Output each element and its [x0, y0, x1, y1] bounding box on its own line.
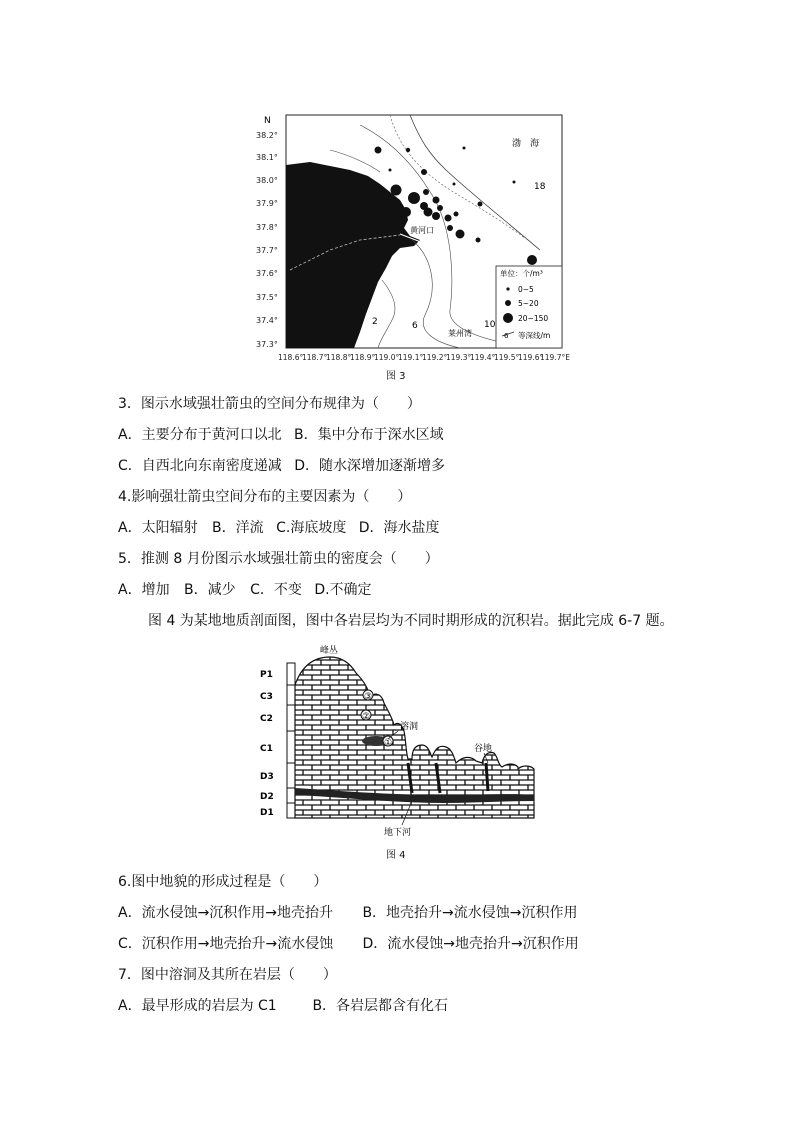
lat-label: 38.2°: [256, 131, 278, 140]
question-6-options-cd: [118, 934, 579, 954]
figure-4-caption: 图 4: [386, 850, 406, 861]
sample-point: [421, 169, 427, 175]
option-c: C．沉积作用→地壳抬升→流水侵蚀: [118, 936, 334, 952]
sea-label: 渤 海: [512, 139, 540, 149]
layer-label: D3: [260, 772, 274, 782]
marker-label: ②: [362, 712, 371, 722]
option-c: C．自西北向东南密度递减: [118, 458, 282, 474]
layer-scale: [287, 663, 295, 818]
lon-label: 119.1°: [398, 353, 424, 362]
option-d: D．流水侵蚀→地壳抬升→沉积作用: [362, 936, 579, 952]
marker-label: ①: [384, 738, 393, 748]
question-4-stem: 4.影响强壮箭虫空间分布的主要因素为（ ）: [118, 489, 412, 505]
latitude-labels: [256, 131, 278, 349]
sample-point: [433, 197, 440, 204]
lon-label: 118.6°: [278, 353, 304, 362]
question-3-options-cd: [118, 456, 445, 476]
sample-point: [423, 189, 429, 195]
sample-point: [437, 205, 443, 211]
depth-label: 10: [484, 320, 496, 330]
bay-label: 莱州湾: [448, 329, 472, 338]
sample-point: [463, 147, 466, 150]
legend-item: 5~20: [518, 299, 539, 308]
option-d: D.不确定: [314, 582, 372, 598]
question-3-options-ab: [118, 425, 444, 445]
sample-point: [389, 169, 392, 172]
map-legend: [496, 266, 562, 348]
option-d: D．随水深增加逐渐增多: [294, 458, 446, 474]
question-7-stem: 7．图中溶洞及其所在岩层（ ）: [118, 967, 337, 983]
lat-label: 38.1°: [256, 153, 278, 162]
lat-label: 37.8°: [256, 223, 278, 232]
sample-point: [476, 238, 481, 243]
sample-point: [391, 185, 402, 196]
lon-label: 119.5°: [494, 353, 520, 362]
option-b: B．各岩层都含有化石: [312, 998, 449, 1014]
question-4-options: [118, 518, 440, 538]
question-5-options: [118, 580, 372, 600]
lat-label: 37.7°: [256, 246, 278, 255]
lat-label: 37.5°: [256, 293, 278, 302]
layer-label: C1: [260, 744, 273, 754]
layer-label: C2: [260, 714, 273, 724]
sample-point: [527, 255, 537, 265]
intro-paragraph: 图 4 为某地地质剖面图，图中各岩层均为不同时期形成的沉积岩。据此完成 6-7 题。: [148, 613, 674, 629]
option-b: B．减少: [184, 582, 236, 598]
option-a: A．太阳辐射: [118, 520, 198, 536]
lon-label: 119.6°: [518, 353, 544, 362]
figure-3-caption: 图 3: [386, 371, 406, 382]
cave-label: 溶洞: [400, 722, 419, 732]
lon-label: 118.7°: [302, 353, 328, 362]
sample-point: [408, 192, 420, 204]
option-b: B．集中分布于深水区域: [294, 427, 444, 443]
sample-point: [456, 230, 465, 239]
question-3-stem: 3．图示水域强壮箭虫的空间分布规律为（ ）: [118, 396, 421, 412]
option-a: A．主要分布于黄河口以北: [118, 427, 282, 443]
sample-point: [445, 215, 452, 222]
sample-point: [454, 212, 459, 217]
question-6-stem: 6.图中地貌的形成过程是（ ）: [118, 874, 328, 890]
depth-label: 2: [372, 317, 378, 327]
layer-label: D2: [260, 792, 274, 802]
layer-label: D1: [260, 808, 274, 818]
depth-label: 6: [412, 321, 418, 331]
lat-label: 38.0°: [256, 176, 278, 185]
sample-point: [432, 212, 440, 220]
layer-label: C3: [260, 692, 273, 702]
sample-point: [424, 208, 433, 217]
legend-dot-large: [503, 313, 513, 323]
marker-label: ③: [364, 692, 373, 702]
sample-point: [478, 202, 483, 207]
lon-label: 119.7°E: [540, 353, 570, 362]
legend-item: 0~5: [518, 285, 534, 294]
sample-point: [375, 147, 382, 154]
option-a: A．增加: [118, 582, 170, 598]
lon-label: 119.3°: [446, 353, 472, 362]
sample-point: [447, 225, 453, 231]
lon-label: 118.8°: [326, 353, 352, 362]
option-a: A．最早形成的岩层为 C1: [118, 998, 277, 1014]
legend-isobath-num: 6: [504, 332, 509, 340]
peak-cluster-label: 峰丛: [320, 646, 339, 656]
lat-label: 37.6°: [256, 269, 278, 278]
figure-4-profile: [252, 645, 542, 840]
option-d: D．海水盐度: [358, 520, 440, 536]
river-mouth-label: 黄河口: [410, 226, 434, 235]
north-label: N: [264, 116, 271, 126]
lat-label: 37.3°: [256, 340, 278, 349]
option-c: C．不变: [250, 582, 302, 598]
valley-label: 谷地: [474, 744, 493, 754]
option-c: C.海底坡度: [276, 520, 347, 536]
depth-label: 18: [534, 182, 546, 192]
legend-dot-medium: [505, 300, 511, 306]
option-b: B．洋流: [212, 520, 264, 536]
legend-item: 20~150: [518, 314, 549, 323]
sample-point: [401, 207, 411, 217]
legend-dot-small: [506, 287, 509, 290]
sample-point: [513, 181, 516, 184]
legend-title: 单位：个/m³: [500, 269, 543, 278]
underground-river-label: 地下河: [384, 828, 412, 838]
layer-label: P1: [260, 670, 273, 680]
option-b: B．地壳抬升→流水侵蚀→沉积作用: [362, 905, 578, 921]
layer-labels: [260, 670, 274, 818]
figure-3-map: [250, 110, 580, 365]
lon-label: 119.2°: [422, 353, 448, 362]
question-6-options-ab: [118, 903, 578, 923]
lat-label: 37.4°: [256, 316, 278, 325]
question-5-stem: 5．推测 8 月份图示水域强壮箭虫的密度会（ ）: [118, 551, 439, 567]
question-7-options-ab: [118, 996, 448, 1016]
sample-point: [406, 148, 410, 152]
lon-label: 119.4°: [470, 353, 496, 362]
option-a: A．流水侵蚀→沉积作用→地壳抬升: [118, 905, 334, 921]
lon-label: 119.0°: [374, 353, 400, 362]
legend-isobath-label: 等深线/m: [518, 331, 551, 340]
lon-label: 118.9°: [350, 353, 376, 362]
sample-point: [453, 183, 456, 186]
longitude-labels: [278, 353, 570, 362]
lat-label: 37.9°: [256, 199, 278, 208]
